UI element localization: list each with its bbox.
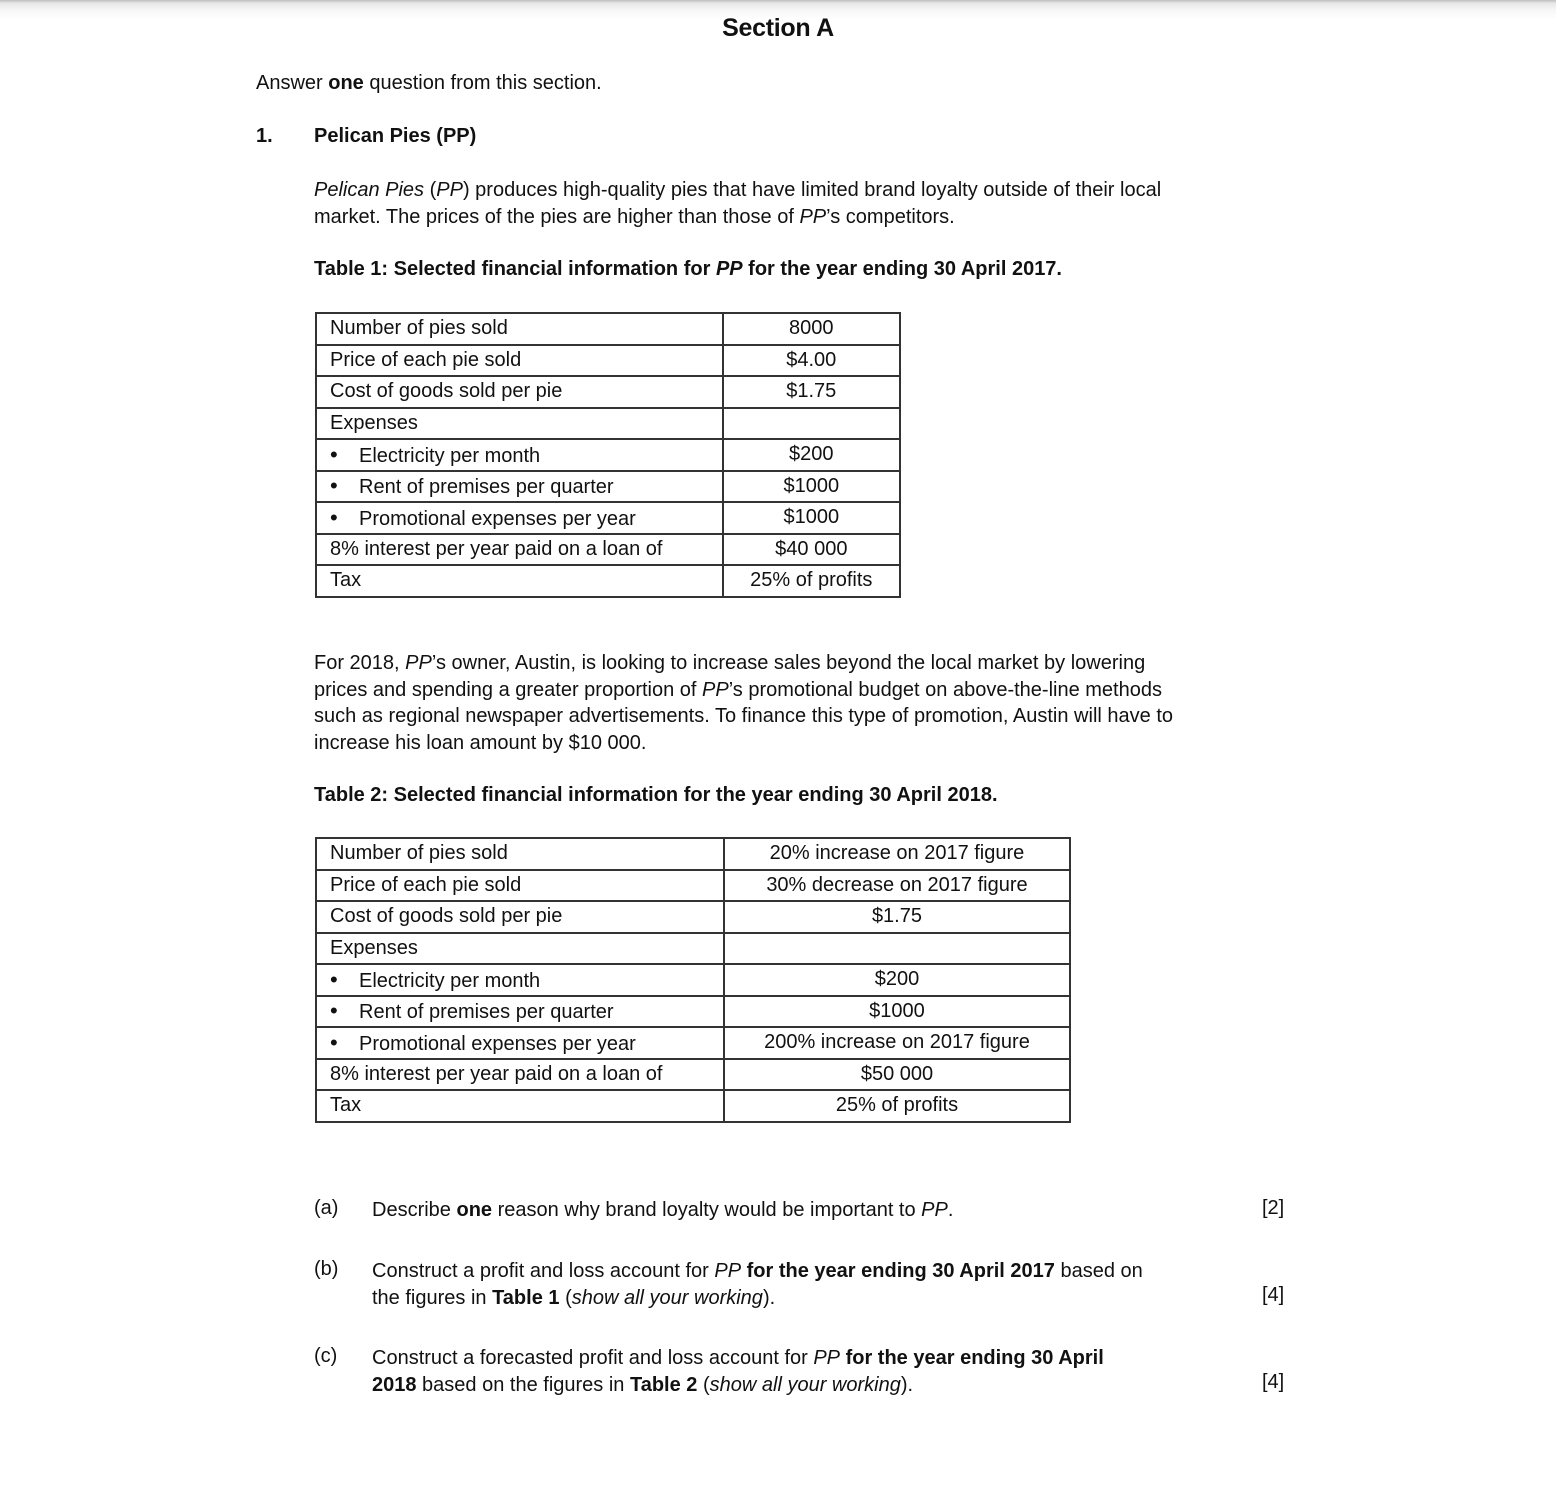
part-c-marks: [4]: [1262, 1371, 1285, 1393]
row-label: Promotional expenses per year: [359, 1032, 636, 1055]
table-row: [316, 870, 1070, 902]
text: reason why brand loyalty would be important to: [492, 1199, 922, 1221]
table1-financial-info: [315, 312, 901, 598]
table-row: [316, 471, 900, 503]
context-line-1: [314, 650, 1173, 677]
row-label: Cost of goods sold per pie: [316, 901, 724, 933]
emphasis: for the year ending 30 April 2017: [741, 1260, 1055, 1282]
company-abbrev: PP: [714, 1260, 742, 1282]
text: .: [947, 1199, 954, 1221]
part-c-line-2: [372, 1372, 1104, 1399]
table-row: [316, 1059, 1070, 1091]
text: ’s owner, Austin, is looking to increase sales beyond the local market by lowering: [431, 652, 1146, 674]
row-value: $40 000: [723, 534, 900, 566]
company-name: Pelican Pies: [314, 179, 425, 201]
part-b-marks: [4]: [1262, 1284, 1285, 1306]
company-abbrev: PP: [436, 179, 463, 201]
row-label-bulleted: [316, 1027, 724, 1059]
row-label: Tax: [316, 565, 723, 597]
context-paragraph: [314, 650, 1173, 756]
question-number: 1.: [256, 125, 273, 147]
table-row: [316, 408, 900, 440]
emphasis: Table 2: [629, 1373, 698, 1396]
part-c-line-1: [372, 1345, 1104, 1372]
row-label: Cost of goods sold per pie: [316, 376, 723, 408]
instruction-emphasis: one: [328, 72, 364, 94]
text: Construct a forecasted profit and loss account for: [372, 1347, 814, 1369]
part-c-text: [372, 1345, 1104, 1398]
row-label: Price of each pie sold: [316, 870, 724, 902]
table-row: [316, 996, 1070, 1028]
row-value: 8000: [723, 313, 900, 345]
text: For 2018,: [314, 652, 406, 674]
row-value: $200: [723, 439, 900, 471]
text: for the year ending 30 April 2017.: [742, 258, 1062, 280]
text: ).: [900, 1373, 914, 1396]
row-label-bulleted: [316, 502, 723, 534]
text: ’s competitors.: [826, 205, 955, 228]
instruction-pre: Answer: [256, 72, 329, 94]
intro-line-2: [314, 204, 1161, 231]
part-a-marks: [2]: [1262, 1197, 1285, 1219]
row-value: 20% increase on 2017 figure: [724, 838, 1070, 870]
section-title: Section A: [722, 14, 834, 42]
row-label-bulleted: [316, 471, 723, 503]
table-row: [316, 502, 900, 534]
part-b-letter: (b): [314, 1258, 339, 1280]
company-abbrev: PP: [921, 1199, 948, 1221]
table-row: [316, 565, 900, 597]
row-value: $1000: [724, 996, 1070, 1028]
question-title: Pelican Pies (PP): [314, 125, 477, 147]
row-label-bulleted: [316, 439, 723, 471]
section-instruction: [256, 72, 602, 95]
part-b-line-1: [372, 1258, 1143, 1285]
row-value: $4.00: [723, 345, 900, 377]
table-row: [316, 964, 1070, 996]
row-value: 25% of profits: [724, 1090, 1070, 1122]
row-value: $1000: [723, 502, 900, 534]
text: prices and spending a greater proportion of: [314, 678, 703, 701]
table-row: [316, 313, 900, 345]
row-value: $1.75: [724, 901, 1070, 933]
text: based on the figures in: [416, 1373, 630, 1396]
text: ).: [762, 1286, 776, 1309]
table2-caption: Table 2: Selected financial information for the year ending 30 April 2018.: [314, 784, 998, 806]
table-row: [316, 901, 1070, 933]
company-abbrev: PP: [799, 205, 827, 228]
row-label: 8% interest per year paid on a loan of: [316, 534, 723, 566]
text: based on: [1054, 1260, 1143, 1282]
text: Table 1: Selected financial information for: [314, 258, 716, 280]
emphasis: 2018: [372, 1373, 417, 1396]
text: the figures in: [372, 1286, 493, 1309]
table-row: [316, 345, 900, 377]
context-line-3: such as regional newspaper advertisements. To finance this type of promotion, Austin will have to: [314, 705, 1173, 727]
bullet-icon: [330, 967, 359, 993]
intro-line-1: [314, 177, 1161, 204]
bullet-icon: [330, 442, 359, 468]
intro-paragraph: [314, 177, 1161, 230]
row-label: Number of pies sold: [316, 313, 723, 345]
part-a-text: [372, 1197, 953, 1224]
text: Describe: [372, 1199, 457, 1221]
part-c-letter: (c): [314, 1345, 338, 1367]
text: Construct a profit and loss account for: [372, 1260, 715, 1282]
company-abbrev: PP: [405, 652, 432, 674]
part-b-line-2: [372, 1285, 1143, 1312]
row-value: $200: [724, 964, 1070, 996]
bullet-icon: [330, 473, 359, 499]
row-label: Rent of premises per quarter: [359, 1001, 614, 1024]
row-label: Expenses: [316, 933, 724, 965]
row-value: 30% decrease on 2017 figure: [724, 870, 1070, 902]
emphasis: for the year ending 30 April: [840, 1347, 1104, 1369]
text: (: [559, 1286, 572, 1309]
row-value: $1000: [723, 471, 900, 503]
text: (: [697, 1373, 710, 1396]
text: market. The prices of the pies are higher than those of: [314, 205, 800, 228]
table-row: [316, 1090, 1070, 1122]
row-label-bulleted: [316, 964, 724, 996]
text: ) produces high-quality pies that have limited brand loyalty outside of their local: [462, 179, 1162, 201]
table-row: [316, 376, 900, 408]
row-label: Price of each pie sold: [316, 345, 723, 377]
row-label: Rent of premises per quarter: [359, 476, 614, 499]
row-label: 8% interest per year paid on a loan of: [316, 1059, 724, 1091]
context-line-4: increase his loan amount by $10 000.: [314, 731, 647, 754]
company-abbrev: PP: [702, 678, 729, 701]
table-row: [316, 439, 900, 471]
row-value: $50 000: [724, 1059, 1070, 1091]
row-label: Electricity per month: [359, 444, 541, 467]
table-row: [316, 933, 1070, 965]
row-label: Promotional expenses per year: [359, 507, 636, 530]
row-label: Expenses: [316, 408, 723, 440]
text: (: [424, 179, 437, 201]
part-b-text: [372, 1258, 1143, 1311]
table-row: [316, 838, 1070, 870]
row-value: $1.75: [723, 376, 900, 408]
instruction-post: question from this section.: [363, 72, 602, 94]
company-abbrev: PP: [813, 1347, 841, 1369]
row-value: 25% of profits: [723, 565, 900, 597]
table-row: [316, 1027, 1070, 1059]
text: ’s promotional budget on above-the-line methods: [728, 678, 1162, 701]
table1-caption: [314, 258, 1062, 281]
context-line-2: [314, 677, 1173, 704]
row-label: Number of pies sold: [316, 838, 724, 870]
table-row: [316, 534, 900, 566]
row-value: 200% increase on 2017 figure: [724, 1027, 1070, 1059]
emphasis: one: [456, 1199, 493, 1221]
company-abbrev: PP: [715, 258, 743, 280]
part-a-letter: (a): [314, 1197, 339, 1219]
row-label: Electricity per month: [359, 969, 541, 992]
emphasis-italic: show all your working: [709, 1373, 901, 1396]
table2-financial-info: [315, 837, 1071, 1123]
row-label-bulleted: [316, 996, 724, 1028]
row-value: [723, 408, 900, 440]
row-label: Tax: [316, 1090, 724, 1122]
emphasis: Table 1: [492, 1286, 560, 1309]
emphasis-italic: show all your working: [571, 1286, 763, 1309]
bullet-icon: [330, 1030, 359, 1056]
bullet-icon: [330, 998, 359, 1024]
row-value: [724, 933, 1070, 965]
bullet-icon: [330, 505, 359, 531]
